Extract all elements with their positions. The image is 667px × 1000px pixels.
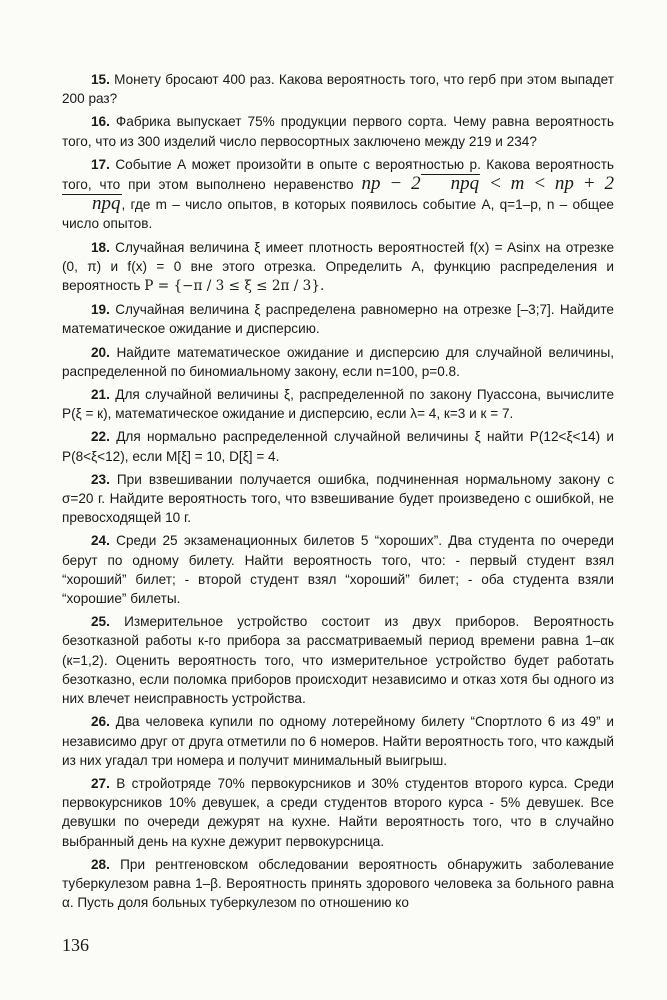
problem-number: 24. — [91, 533, 110, 549]
problem-19 — [62, 300, 614, 338]
problem-text: Случайная величина ξ имеет плотность вероятностей f(x) = Asinx на отрезке (0, π) и f(x) = 0 вне этого отрезка. Определить А, функцию распределения и вероятность — [62, 239, 615, 294]
problem-number: 21. — [91, 387, 110, 403]
problem-number: 28. — [91, 856, 110, 872]
problem-22 — [62, 427, 614, 465]
problem-number: 19. — [91, 302, 110, 318]
problem-text: , где m – число опытов, в которых появилось событие А, q=1–p, n – общее число опытов. — [62, 197, 614, 232]
problem-27 — [62, 774, 614, 851]
problem-text: Два человека купили по одному лотерейному билету “Спортлото 6 из 49” и независимо друг от друга отметили по 6 номеров. Найти вероятность того, что каждый из них угадал три номера и получит минимальный выигрыш. — [62, 714, 615, 768]
problem-text: Измерительное устройство состоит из двух приборов. Вероятность безотказной работы к-го прибора за рассматриваемый период времени равна 1–αк (к=1,2). Оценить вероятность того, что измерительное устройство будет работать безотказно, если поломка приборов происходит независимо и отказ хотя бы одного из них влечет неисправность устройства. — [62, 614, 614, 707]
radicand: npq — [92, 193, 121, 215]
problem-number: 23. — [91, 471, 110, 487]
problem-20 — [62, 343, 614, 381]
problem-number: 16. — [91, 114, 110, 130]
problem-text: Найдите математическое ожидание и дисперсию для случайной величины, распределенной по биномиальному закону, если n=100, p=0.8. — [62, 344, 614, 379]
problem-text: При рентгеновском обследовании вероятность обнаружить заболевание туберкулезом равна 1–β. Вероятность принять здорового человека за больного равна α. Пусть доля больных туберкулезом по отношению ко — [62, 856, 615, 911]
problem-text: Для случайной величины ξ, распределенной по закону Пуассона, вычислите P(ξ = к), математическое ожидание и дисперсию, если λ= 4, к=3 и к = 7. — [62, 387, 614, 422]
problem-17 — [62, 155, 614, 234]
problem-26 — [62, 712, 614, 770]
problem-number: 17. — [91, 156, 110, 172]
problem-number: 26. — [91, 714, 110, 730]
page-body — [62, 70, 614, 912]
problem-number: 27. — [91, 775, 110, 791]
sqrt-npq — [421, 173, 481, 195]
problem-15 — [62, 70, 614, 108]
problem-23 — [62, 470, 614, 528]
problem-21 — [62, 385, 614, 423]
problem-number: 15. — [91, 72, 110, 87]
problem-text: Среди 25 экзаменационных билетов 5 “хороших”. Два студента по очереди берут по одному билету. Найти вероятность того, что: - первый студент взял “хороший” билет; - второй студент взял “хороший” билет; - оба студента взяли “хорошие” билеты. — [62, 533, 615, 607]
problem-number: 25. — [91, 614, 110, 630]
problem-text: Для нормально распределенной случайной величины ξ найти P(12<ξ<14) и P(8<ξ<12), если M[ξ] = 10, D[ξ] = 4. — [62, 429, 614, 464]
problem-text: Событие А может произойти в опыте с вероятностью p. Какова вероятность того, что при этом выполнено неравенство — [62, 156, 614, 193]
sqrt-npq — [62, 193, 122, 215]
problem-18 — [62, 238, 614, 297]
problem-25 — [62, 612, 614, 708]
probability-formula: P = {−π / 3 ≤ ξ ≤ 2π / 3}. — [144, 278, 325, 295]
problem-number: 22. — [91, 429, 110, 445]
page-number: 136 — [62, 935, 89, 955]
problem-number: 20. — [91, 344, 110, 360]
formula-part: < m < np + 2 — [480, 173, 614, 195]
formula-part: np − 2 — [361, 173, 421, 195]
problem-text: При взвешивании получается ошибка, подчиненная нормальному закону с σ=20 г. Найдите вероятность того, что взвешивание будет произведено с ошибкой, не превосходящей 10 г. — [62, 471, 614, 526]
problem-text: В стройотряде 70% первокурсников и 30% студентов второго курса. Среди первокурсников 10% девушек, а среди студентов второго курса - 5% девушек. Все девушки по очереди дежурят на кухне. Найти вероятность того, что в случайно выбранный день на кухне дежурит первокурсница. — [62, 775, 615, 849]
problem-text: Фабрика выпускает 75% продукции первого сорта. Чему равна вероятность того, что из 300 изделий число первосортных заключено между 219 и 234? — [62, 114, 614, 149]
problem-text: Монету бросают 400 раз. Какова вероятность того, что герб при этом выпадет 200 раз? — [62, 72, 614, 107]
radicand: npq — [450, 173, 480, 195]
problem-28 — [62, 855, 614, 913]
problem-24 — [62, 531, 614, 608]
problem-number: 18. — [91, 239, 110, 255]
problem-text: Случайная величина ξ распределена равномерно на отрезке [–3;7]. Найдите математическое ожидание и дисперсию. — [62, 302, 614, 337]
problem-16 — [62, 112, 614, 150]
